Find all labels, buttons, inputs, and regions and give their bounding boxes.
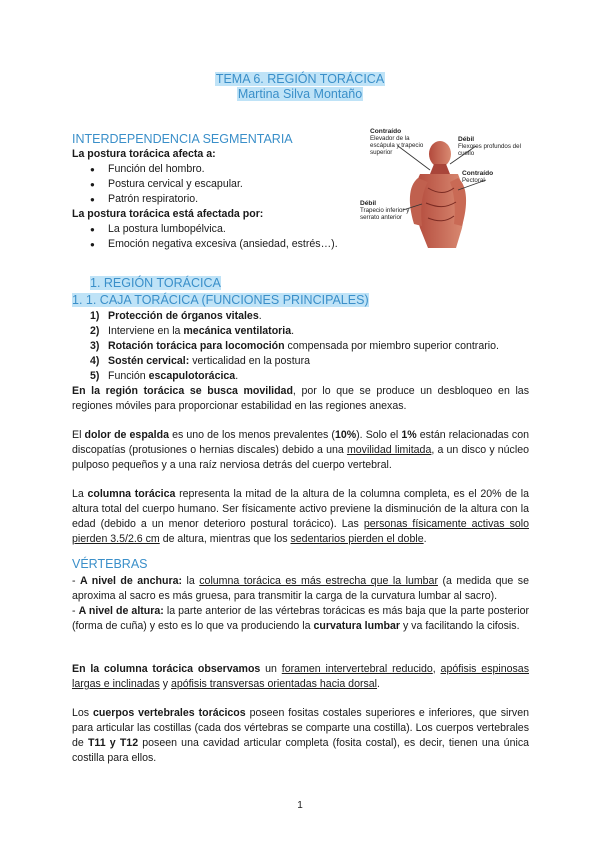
paragraph-observamos (72, 662, 529, 692)
list-item: ● Patrón respiratorio. (90, 192, 243, 207)
paragraph-anchura (72, 574, 529, 604)
figure-label-strong: Débil (360, 200, 377, 207)
figure-label-flexores (458, 136, 528, 157)
p-text: . (423, 533, 427, 545)
figure-label-text: Trapecio inferior y serrato anterior (360, 207, 410, 221)
p-text: la (182, 575, 200, 587)
p-text: - (72, 605, 79, 617)
afectada-list (90, 222, 338, 252)
list-rest: . (235, 370, 239, 382)
afecta-label: La postura torácica afecta a: (72, 148, 216, 160)
figure-label-strong: Contraído (370, 128, 402, 135)
list-item (90, 339, 499, 354)
p-text: representa la mitad de la altura de la columna completa, es el 20% de la altura total del cuerpo humano. Ser físicamente activo previene la disminución de la altura con la edad (debido a un menor deterioro postural torácico). Las (72, 488, 530, 530)
p-text: están relacionadas con discopatías (protusiones o hernias discales) debido a una (72, 429, 529, 456)
figure-label-trapecio-inferior (360, 200, 418, 221)
list-rest: . (291, 325, 295, 337)
p-text: Los (72, 707, 93, 719)
list-bold: Sostén cervical: (108, 355, 190, 367)
figure-label-elevador (370, 128, 428, 156)
afectada-label: La postura torácica está afectada por: (72, 208, 264, 220)
paragraph-movilidad (72, 384, 529, 414)
figure-label-text: Elevador de la escápula y trapecio superior (370, 135, 424, 156)
p-bold: A nivel de altura: (78, 605, 164, 617)
list-pre: Interviene en la (108, 325, 184, 337)
p-underline: personas físicamente activas solo pierden 3.5/2.6 cm (72, 518, 530, 545)
section-heading-text: 1. REGIÓN TORÁCICA (90, 276, 221, 290)
list-item: ● La postura lumbopélvica. (90, 222, 338, 237)
list-pre: Función (108, 370, 149, 382)
list-bold: Protección de órganos vitales (108, 310, 259, 322)
paragraph-cuerpos-vertebrales (72, 706, 529, 766)
list-item (90, 324, 499, 339)
list-item (90, 354, 499, 369)
list-rest: verticalidad en la postura (189, 355, 310, 367)
p-text: y (159, 678, 171, 690)
list-bold: mecánica ventilatoria (183, 325, 292, 337)
list-item: ● Postura cervical y escapular. (90, 177, 243, 192)
list-item (90, 369, 499, 384)
p-text: la parte anterior de las vértebras torácicas es más baja que la parte posterior (forma de cuña) y esto es lo que va produciendo la (72, 605, 529, 632)
figure-label-text: Flexores profundos del cuello (458, 143, 521, 157)
p-bold: En la región torácica se busca movilidad (72, 385, 293, 397)
p-bold: 10% (334, 429, 357, 441)
p-text: poseen una cavidad articular completa (fosita costal), es decir, tienen una única costilla para ellos. (72, 737, 530, 764)
p-bold: A nivel de anchura: (80, 575, 183, 587)
figure-label-text: Pectoral (462, 177, 485, 184)
list-number: 4) (90, 355, 100, 367)
afecta-list (90, 162, 243, 207)
p-text: poseen fositas costales superiores e inferiores, que sirven para articular las costillas (cada dos vértebras se comparte una costilla). Los cuerpos vertebrales de (72, 707, 529, 749)
p-underline: columna torácica es más estrecha que la lumbar (199, 575, 438, 587)
p-text: un (260, 663, 282, 675)
p-text: . (377, 678, 380, 690)
list-bold: Rotación torácica para locomoción (108, 340, 285, 352)
p-bold: T11 y T12 (87, 737, 139, 749)
p-text: y va facilitando la cifosis. (400, 620, 520, 632)
subheading-text: 1. 1. CAJA TORÁCICA (FUNCIONES PRINCIPALES) (72, 293, 369, 307)
p-underline: movilidad limitada (346, 444, 432, 456)
list-number: 5) (90, 370, 100, 382)
p-underline: sedentarios pierden el doble (290, 533, 424, 545)
paragraph-columna-toracica (72, 487, 529, 547)
interdependencia-heading: INTERDEPENDENCIA SEGMENTARIA (72, 132, 293, 146)
author-text: Martina Silva Montaño (237, 87, 363, 101)
document-author (0, 87, 600, 102)
page-number: 1 (297, 800, 303, 811)
title-text: TEMA 6. REGIÓN TORÁCICA (215, 72, 385, 86)
list-item (90, 309, 499, 324)
caja-functions-list (90, 309, 499, 384)
p-text: de altura, mientras que los (159, 533, 291, 545)
p-text: , por lo que se produce un desbloqueo en las regiones móviles para proporcionar estabilidad en las regiones anexas. (72, 385, 529, 412)
list-number: 2) (90, 325, 100, 337)
p-bold: 1% (401, 429, 417, 441)
p-underline: apófisis transversas orientadas hacia dorsal (170, 678, 378, 690)
p-underline: foramen intervertebral reducido (281, 663, 433, 675)
p-bold: cuerpos vertebrales torácicos (93, 707, 246, 719)
p-text: (a medida que se aproxima al sacro es más gruesa, para transmitir la carga de la curvatura lumbar al sacro). (72, 575, 529, 602)
section-caja-toracica-heading (72, 293, 369, 307)
posture-figure (358, 128, 533, 248)
section-region-toracica-heading (90, 276, 221, 290)
p-text: ). Solo el (356, 429, 402, 441)
p-text: - (72, 575, 81, 587)
p-text: El (72, 429, 85, 441)
paragraph-altura (72, 604, 529, 634)
p-bold: curvatura lumbar (313, 620, 400, 632)
figure-label-strong: Débil (458, 136, 475, 143)
list-item: ● Función del hombro. (90, 162, 243, 177)
list-rest: . (258, 310, 262, 322)
document-title (0, 72, 600, 87)
list-bold: escapulotorácica (148, 370, 236, 382)
p-text: es uno de los menos prevalentes ( (169, 429, 335, 441)
figure-label-strong: Contraído (462, 170, 494, 177)
list-rest: compensada por miembro superior contrario. (284, 340, 499, 352)
p-underline: apófisis espinosas largas e inclinadas (72, 663, 530, 690)
figure-label-pectoral (462, 170, 522, 184)
p-text: , (432, 663, 441, 675)
p-text: , a un disco y núcleo pulposo pequeños y a una raíz nerviosa detrás del cuerpo vertebral. (72, 444, 529, 471)
p-text: La (72, 488, 88, 500)
paragraph-dolor-espalda (72, 428, 529, 473)
vertebras-heading: VÉRTEBRAS (72, 557, 148, 571)
p-bold: dolor de espalda (84, 429, 169, 441)
list-item: ● Emoción negativa excesiva (ansiedad, estrés…). (90, 237, 338, 252)
list-number: 3) (90, 340, 100, 352)
p-bold: columna torácica (87, 488, 176, 500)
p-bold: En la columna torácica observamos (72, 663, 261, 675)
list-number: 1) (90, 310, 100, 322)
